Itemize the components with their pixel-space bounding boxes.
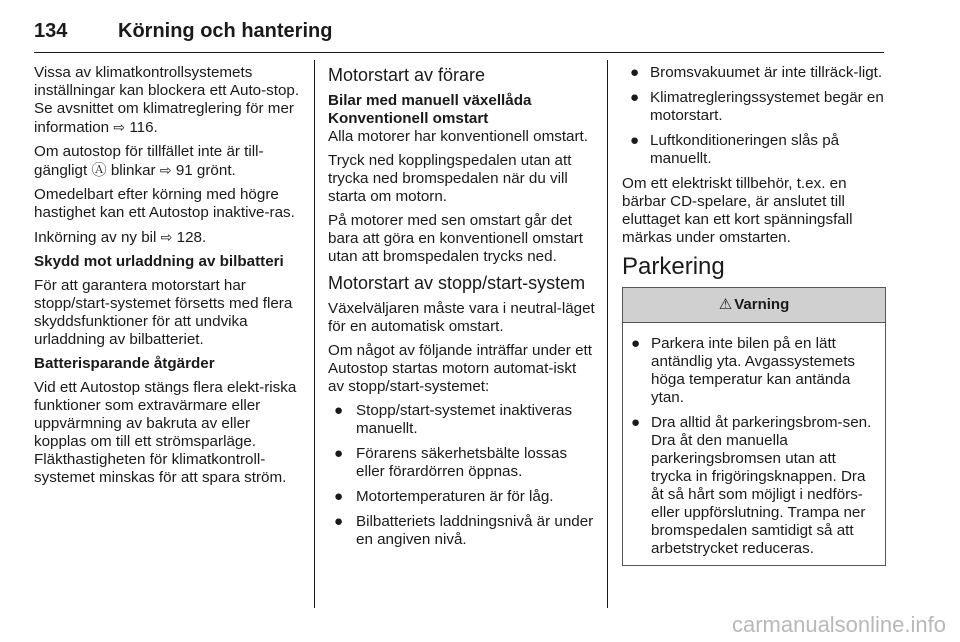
paragraph: Växelväljaren måste vara i neutral-läget för en automatisk omstart. [328,300,595,335]
list-item: ● Bilbatteriets laddningsnivå är under en angiven nivå. [334,513,594,548]
bullet-list [328,402,596,549]
page-ref[interactable]: 116. [129,119,158,136]
warning-title: Varning [734,296,790,313]
bullet-icon: ● [631,335,641,352]
list-item: ● Bromsvakuumet är inte tillräck-ligt. [630,64,883,81]
paragraph: Om autostop för tillfället inte är till-gängligt Ⓐ blinkar ⇨ 91 grönt. [34,143,264,179]
bullet-icon: ● [334,488,344,505]
paragraph: Vissa av klimatkontrollsystemets inställningar kan blockera ett Auto-stop. Se avsnittet om klimatreglering för mer information ⇨ 116. [34,64,300,136]
column-divider [607,60,608,608]
page-ref[interactable]: 91 grönt. [175,162,236,179]
paragraph: Om något av följande inträffar under ett Autostop startas motorn automat-iskt av stopp/start-systemet: [328,342,592,395]
list-item: ● Luftkonditioneringen slås på manuellt. [630,132,840,167]
page-header [34,18,884,53]
bullet-icon: ● [630,89,640,106]
bullet-list [629,335,879,558]
autostop-indicator-icon: Ⓐ [91,162,107,179]
list-item: ● Förarens säkerhetsbälte lossas eller förardörren öppnas. [334,445,568,480]
column-divider [314,60,315,608]
bullet-icon: ● [630,132,640,149]
page-ref[interactable]: 128. [176,229,207,246]
page-ref-arrow-icon: ⇨ [160,229,173,245]
bullet-icon: ● [631,414,641,431]
paragraph: Alla motorer har konventionell omstart. [328,128,588,145]
list-item: ● Stopp/start-systemet inaktiveras manuellt. [334,402,573,437]
paragraph: Vid ett Autostop stängs flera elekt-riska funktioner som extravärmare eller uppvärmning av bakruta av eller kopplas om till ett strömsparläge. Fläkthastigheten för klimatkontroll-systemet minskas för att spara ström. [34,379,297,486]
page-ref-arrow-icon: ⇨ [113,119,126,135]
warning-icon: ⚠ [718,296,733,313]
section-heading: Motorstart av förare [328,65,486,85]
page-ref-arrow-icon: ⇨ [159,162,172,178]
paragraph: För att garantera motorstart har stopp/start-systemet försetts med flera skyddsfunktioner för att undvika urladdning av bilbatteriet. [34,277,293,348]
watermark: carmanualsonline.info [731,612,946,637]
subheading: Batterisparande åtgärder [34,355,215,372]
bullet-icon: ● [334,402,344,419]
list-item: ● Parkera inte bilen på en lätt antändlig yta. Avgassystemets höga temperatur kan antända ytan. [631,335,856,406]
list-item: ● Dra alltid åt parkeringsbrom-sen. Dra åt den manuella parkeringsbromsen utan att trycka in frigöringsknappen. Dra åt så hårt som möjligt i nedförs- eller uppförslutning. Trampa ner bromspedalen samtidigt så att arbetstrycket reduceras. [631,414,872,557]
warning-box [622,287,886,566]
paragraph: Om ett elektriskt tillbehör, t.ex. en bärbar CD-spelare, är anslutet till eluttaget kan ett kort spänningsfall märkas under omstarten. [622,175,853,246]
paragraph: Omedelbart efter körning med högre hastighet kan ett Autostop inaktive-ras. [34,186,295,221]
paragraph: Tryck ned kopplingspedalen utan att trycka ned bromspedalen när du vill starta om motorn. [328,152,572,205]
paragraph: På motorer med sen omstart går det bara att göra en konventionell omstart utan att bromspedalen trycks ned. [328,212,583,265]
column-1 [34,64,302,493]
section-heading: Motorstart av stopp/start-system [328,273,586,293]
subheading: Skydd mot urladdning av bilbatteri [34,253,284,270]
bullet-icon: ● [334,513,344,530]
list-item: ● Klimatregleringssystemet begär en motorstart. [630,89,884,124]
bullet-icon: ● [334,445,344,462]
paragraph: Inkörning av ny bil ⇨ 128. [34,229,207,246]
bullet-list [622,64,886,168]
warning-header [623,288,885,323]
bullet-icon: ● [630,64,640,81]
column-3 [622,64,886,566]
column-2 [328,64,596,556]
section-heading: Parkering [622,253,725,280]
page-number: 134 [34,20,68,42]
subheading: Konventionell omstart [328,110,489,127]
subheading: Bilar med manuell växellåda [328,92,532,109]
warning-body [623,323,885,558]
list-item: ● Motortemperaturen är för låg. [334,488,554,505]
chapter-title: Körning och hantering [118,20,333,42]
